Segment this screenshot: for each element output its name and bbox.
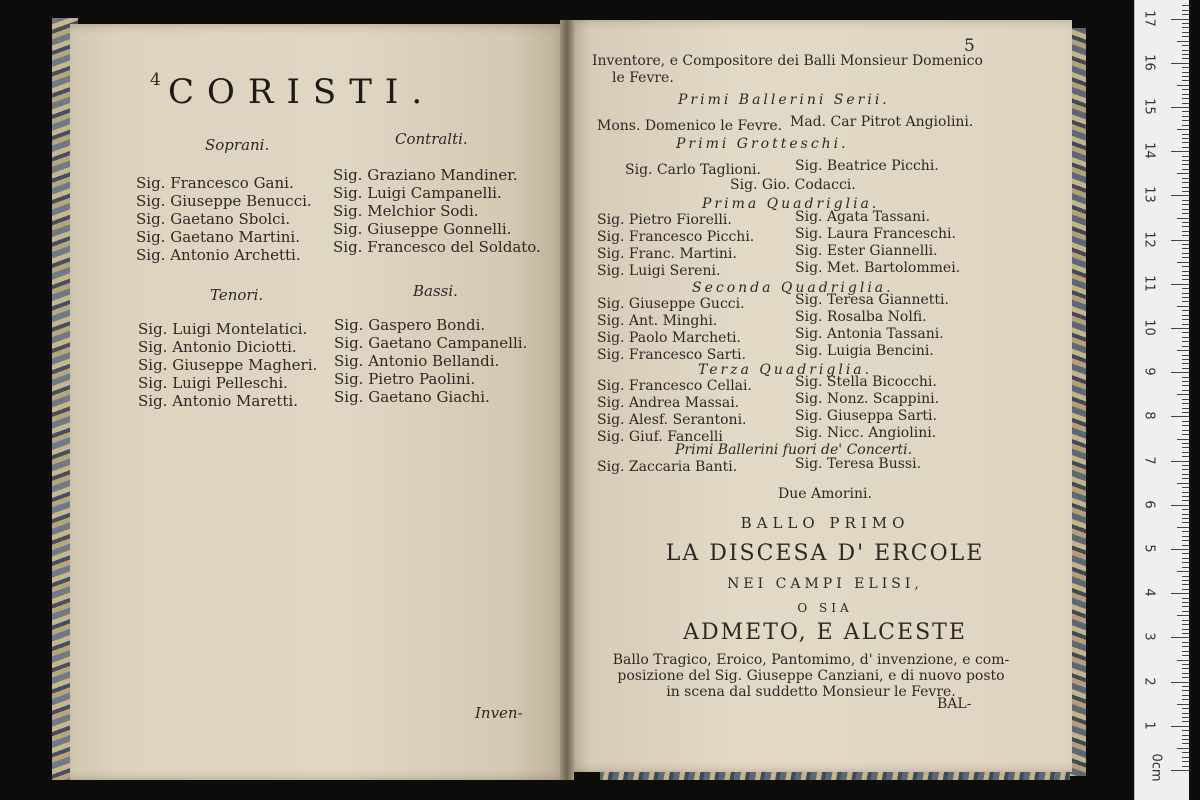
ruler-tick bbox=[1182, 708, 1189, 709]
list-item: Sig. Giuseppe Gonnelli. bbox=[333, 220, 512, 238]
ruler-tick bbox=[1182, 624, 1189, 625]
ruler-tick bbox=[1182, 553, 1189, 554]
ruler-tick bbox=[1182, 169, 1189, 170]
ruler-tick bbox=[1182, 761, 1189, 762]
list-item: Sig. Beatrice Picchi. bbox=[795, 158, 939, 174]
ruler-tick bbox=[1182, 598, 1189, 599]
ruler-tick bbox=[1182, 651, 1189, 652]
ruler-tick bbox=[1182, 222, 1189, 223]
ruler-tick bbox=[1182, 629, 1189, 630]
list-item: Sig. Gaetano Sbolci. bbox=[136, 210, 291, 228]
ruler-tick bbox=[1182, 67, 1189, 68]
ruler-tick bbox=[1182, 576, 1189, 577]
description-line: Ballo Tragico, Eroico, Pantomimo, d' invenzione, e com- bbox=[612, 652, 1010, 668]
name-list bbox=[597, 212, 754, 280]
ruler-tick bbox=[1182, 646, 1189, 647]
ruler-tick bbox=[1182, 164, 1189, 165]
ruler-label: 6 bbox=[1141, 500, 1157, 509]
list-item: Sig. Gaspero Bondi. bbox=[334, 316, 486, 334]
ruler-tick bbox=[1182, 32, 1189, 33]
ruler-tick bbox=[1177, 262, 1189, 263]
name-list bbox=[795, 292, 949, 360]
ballo-primo: BALLO PRIMO bbox=[740, 514, 910, 532]
list-item: Sig. Antonio Maretti. bbox=[138, 392, 298, 410]
list-item: Sig. Gio. Codacci. bbox=[730, 177, 856, 193]
ruler-tick bbox=[1182, 713, 1189, 714]
list-item: Sig. Gaetano Campanelli. bbox=[334, 334, 528, 352]
ruler-tick bbox=[1182, 695, 1189, 696]
ruler-tick bbox=[1182, 297, 1189, 298]
show-subtitle: NEI CAMPI ELISI, bbox=[727, 576, 923, 592]
ruler-tick bbox=[1182, 752, 1189, 753]
ruler-tick bbox=[1177, 350, 1189, 351]
intro-line: le Fevre. bbox=[612, 70, 674, 86]
ruler-tick bbox=[1182, 138, 1189, 139]
ruler-tick bbox=[1171, 770, 1189, 771]
ruler-tick bbox=[1182, 324, 1189, 325]
name-list bbox=[333, 166, 541, 256]
ruler-tick bbox=[1182, 76, 1189, 77]
ruler-tick bbox=[1182, 655, 1189, 656]
list-item: Sig. Antonio Diciotti. bbox=[138, 338, 297, 356]
ruler-tick bbox=[1182, 231, 1189, 232]
ruler-tick bbox=[1182, 496, 1189, 497]
list-item: Sig. Zaccaria Banti. bbox=[597, 459, 738, 475]
ruler-tick bbox=[1171, 151, 1189, 152]
ruler-tick bbox=[1182, 332, 1189, 333]
ruler-tick bbox=[1177, 85, 1189, 86]
list-item: Sig. Ant. Minghi. bbox=[597, 313, 718, 329]
ruler-tick bbox=[1182, 346, 1189, 347]
list-item: Sig. Francesco Picchi. bbox=[597, 229, 755, 245]
ruler-tick bbox=[1182, 739, 1189, 740]
list-item: Sig. Met. Bartolommei. bbox=[795, 260, 961, 276]
ruler-tick bbox=[1182, 54, 1189, 55]
list-item: Sig. Giuseppe Magheri. bbox=[138, 356, 318, 374]
ruler-tick bbox=[1182, 633, 1189, 634]
ruler-tick bbox=[1182, 14, 1189, 15]
list-item: Sig. Gaetano Martini. bbox=[136, 228, 300, 246]
ruler-tick bbox=[1171, 107, 1189, 108]
ruler-tick bbox=[1182, 200, 1189, 201]
ruler-tick bbox=[1182, 757, 1189, 758]
ruler-tick bbox=[1182, 279, 1189, 280]
list-item: Sig. Antonio Archetti. bbox=[136, 246, 301, 264]
ruler-tick bbox=[1182, 120, 1189, 121]
ruler-tick bbox=[1182, 271, 1189, 272]
ruler-label: 15 bbox=[1141, 98, 1157, 115]
ruler-label: 3 bbox=[1141, 632, 1157, 642]
ruler-tick bbox=[1182, 558, 1189, 559]
ruler-tick bbox=[1182, 500, 1189, 501]
ruler-tick bbox=[1182, 156, 1189, 157]
ruler-tick bbox=[1182, 730, 1189, 731]
ruler-tick bbox=[1182, 690, 1189, 691]
ruler-tick bbox=[1171, 284, 1189, 285]
list-item: Mons. Domenico le Fevre. bbox=[597, 118, 783, 134]
description-line: posizione del Sig. Giuseppe Canziani, e di nuovo posto bbox=[617, 668, 1005, 684]
ruler-tick bbox=[1182, 134, 1189, 135]
ruler-tick bbox=[1182, 735, 1189, 736]
ruler-tick bbox=[1182, 456, 1189, 457]
list-item: Sig. Francesco del Soldato. bbox=[333, 238, 541, 256]
ruler-tick bbox=[1182, 518, 1189, 519]
ruler-label: 2 bbox=[1141, 676, 1157, 686]
ruler-tick bbox=[1182, 390, 1189, 391]
page-number-left: 4 bbox=[150, 70, 161, 90]
show-alt-title: ADMETO, E ALCESTE bbox=[683, 620, 967, 645]
ruler-tick bbox=[1182, 72, 1189, 73]
ruler-tick bbox=[1182, 447, 1189, 448]
ruler-tick bbox=[1182, 403, 1189, 404]
ruler-tick bbox=[1177, 571, 1189, 572]
catchword: Inven- bbox=[475, 704, 523, 722]
ruler-tick bbox=[1182, 116, 1189, 117]
ruler-tick bbox=[1182, 310, 1189, 311]
ruler-label: 5 bbox=[1141, 544, 1157, 553]
name-list bbox=[597, 296, 746, 364]
list-item: Sig. Luigi Campanelli. bbox=[333, 184, 502, 202]
ruler-tick bbox=[1182, 288, 1189, 289]
osia: O SIA bbox=[797, 601, 853, 615]
ruler-tick bbox=[1182, 540, 1189, 541]
list-item: Sig. Giuseppe Benucci. bbox=[136, 192, 312, 210]
section-heading: Primi Ballerini fuori de' Concerti. bbox=[675, 442, 913, 458]
list-item: Sig. Agata Tassani. bbox=[795, 209, 931, 225]
list-item: Sig. Stella Bicocchi. bbox=[795, 374, 937, 390]
ruler-tick bbox=[1182, 434, 1189, 435]
ruler-tick bbox=[1182, 425, 1189, 426]
ruler-tick bbox=[1171, 505, 1189, 506]
ruler-tick bbox=[1171, 726, 1189, 727]
ruler-tick bbox=[1177, 615, 1189, 616]
column-heading: Contralti. bbox=[395, 130, 468, 148]
ruler-tick bbox=[1182, 204, 1189, 205]
list-item: Sig. Nicc. Angiolini. bbox=[795, 425, 937, 441]
ruler-tick bbox=[1182, 399, 1189, 400]
ruler-tick bbox=[1182, 182, 1189, 183]
ruler-tick bbox=[1182, 717, 1189, 718]
book-gutter bbox=[560, 20, 574, 780]
list-item: Sig. Melchior Sodi. bbox=[333, 202, 479, 220]
column-heading: Soprani. bbox=[205, 136, 270, 154]
ruler-tick bbox=[1182, 611, 1189, 612]
ruler-label: 11 bbox=[1141, 275, 1157, 292]
section-heading: Prima Quadriglia. bbox=[702, 196, 880, 212]
ruler-tick bbox=[1171, 328, 1189, 329]
ruler-tick bbox=[1182, 341, 1189, 342]
ruler-tick bbox=[1177, 483, 1189, 484]
ruler-tick bbox=[1182, 522, 1189, 523]
ruler-label: 1 bbox=[1141, 721, 1157, 730]
ruler-tick bbox=[1182, 492, 1189, 493]
ruler-tick bbox=[1177, 41, 1189, 42]
section-heading: Terza Quadriglia. bbox=[698, 362, 873, 378]
ruler-tick bbox=[1182, 531, 1189, 532]
ruler-tick bbox=[1182, 248, 1189, 249]
ruler-tick bbox=[1182, 514, 1189, 515]
ruler-tick bbox=[1177, 748, 1189, 749]
ruler-tick bbox=[1182, 606, 1189, 607]
ruler-tick bbox=[1171, 682, 1189, 683]
name-list bbox=[138, 320, 317, 410]
ruler-tick bbox=[1182, 580, 1189, 581]
ruler-tick bbox=[1182, 257, 1189, 258]
list-item: Sig. Giuseppe Gucci. bbox=[597, 296, 745, 312]
show-title: LA DISCESA D' ERCOLE bbox=[665, 541, 985, 566]
ruler-tick bbox=[1182, 567, 1189, 568]
ruler-tick bbox=[1182, 235, 1189, 236]
ruler-label: 13 bbox=[1141, 186, 1157, 204]
list-item: Sig. Gaetano Giachi. bbox=[334, 388, 490, 406]
ruler-tick bbox=[1182, 377, 1189, 378]
ruler-tick bbox=[1182, 766, 1189, 767]
intro-line: Inventore, e Compositore dei Balli Monsieur Domenico bbox=[592, 53, 983, 69]
ruler-tick bbox=[1171, 19, 1189, 20]
ruler-label: 9 bbox=[1141, 367, 1157, 376]
ruler-label: 8 bbox=[1141, 411, 1157, 421]
ruler-tick bbox=[1182, 266, 1189, 267]
list-item: Sig. Teresa Bussi. bbox=[795, 456, 922, 472]
name-list bbox=[795, 374, 939, 442]
list-item: Sig. Luigi Montelatici. bbox=[138, 320, 308, 338]
ruler-tick bbox=[1177, 394, 1189, 395]
ruler-tick bbox=[1182, 319, 1189, 320]
ruler-tick bbox=[1182, 27, 1189, 28]
ruler-tick bbox=[1182, 408, 1189, 409]
ruler-tick bbox=[1171, 195, 1189, 196]
list-item: Sig. Paolo Marcheti. bbox=[597, 330, 741, 346]
ruler-tick bbox=[1182, 465, 1189, 466]
ruler-tick bbox=[1182, 363, 1189, 364]
ruler-tick bbox=[1182, 315, 1189, 316]
show-description bbox=[596, 652, 1026, 700]
ruler-unit-label: 0cm bbox=[1148, 753, 1164, 782]
name-list bbox=[597, 378, 752, 446]
ruler-tick bbox=[1182, 178, 1189, 179]
ruler-tick bbox=[1171, 593, 1189, 594]
ruler-tick bbox=[1182, 98, 1189, 99]
name-list bbox=[334, 316, 527, 406]
ruler-tick bbox=[1182, 293, 1189, 294]
ruler-tick bbox=[1177, 173, 1189, 174]
ruler-tick bbox=[1182, 443, 1189, 444]
ruler-tick bbox=[1177, 527, 1189, 528]
ruler-label: 7 bbox=[1141, 455, 1157, 465]
ruler-label: 10 bbox=[1141, 319, 1157, 336]
ruler-tick bbox=[1177, 704, 1189, 705]
ruler-label: 14 bbox=[1141, 142, 1157, 159]
list-item: Sig. Pietro Fiorelli. bbox=[597, 212, 732, 228]
ruler-tick bbox=[1182, 487, 1189, 488]
ruler-tick bbox=[1171, 461, 1189, 462]
ruler-tick bbox=[1182, 562, 1189, 563]
ruler-label: 12 bbox=[1141, 230, 1157, 248]
list-item: Sig. Franc. Martini. bbox=[597, 246, 737, 262]
ruler-tick bbox=[1182, 160, 1189, 161]
list-item: Sig. Alesf. Serantoni. bbox=[597, 412, 747, 428]
ruler-tick bbox=[1182, 275, 1189, 276]
column-heading: Bassi. bbox=[413, 282, 458, 300]
ruler-tick bbox=[1182, 213, 1189, 214]
ruler-tick bbox=[1182, 668, 1189, 669]
list-item: Sig. Pietro Paolini. bbox=[334, 370, 476, 388]
ruler-tick bbox=[1182, 50, 1189, 51]
list-item: Sig. Antonio Bellandi. bbox=[334, 352, 500, 370]
ruler-tick bbox=[1182, 89, 1189, 90]
catchword: BAL- bbox=[937, 696, 972, 712]
list-item: Mad. Car Pitrot Angiolini. bbox=[790, 114, 974, 130]
page-number-right: 5 bbox=[964, 36, 975, 56]
ruler-tick bbox=[1182, 536, 1189, 537]
ruler-tick bbox=[1182, 23, 1189, 24]
measurement-ruler bbox=[1134, 0, 1189, 800]
list-item: Sig. Andrea Massai. bbox=[597, 395, 740, 411]
ruler-tick bbox=[1182, 125, 1189, 126]
ruler-tick bbox=[1171, 372, 1189, 373]
ruler-tick bbox=[1182, 642, 1189, 643]
ruler-label: 17 bbox=[1141, 9, 1157, 27]
ruler-tick bbox=[1171, 549, 1189, 550]
ruler-tick bbox=[1182, 686, 1189, 687]
column-heading: Tenori. bbox=[210, 286, 264, 304]
ruler-label: 16 bbox=[1141, 54, 1157, 71]
ruler-tick bbox=[1182, 301, 1189, 302]
ruler-tick bbox=[1182, 209, 1189, 210]
name-list bbox=[136, 174, 312, 264]
ruler-tick bbox=[1182, 111, 1189, 112]
ruler-tick bbox=[1182, 337, 1189, 338]
list-item: Sig. Rosalba Nolfi. bbox=[795, 309, 927, 325]
ruler-tick bbox=[1182, 359, 1189, 360]
list-item: Sig. Francesco Sarti. bbox=[597, 347, 746, 363]
ruler-tick bbox=[1182, 620, 1189, 621]
ruler-tick bbox=[1182, 244, 1189, 245]
ruler-tick bbox=[1182, 509, 1189, 510]
ruler-tick bbox=[1177, 129, 1189, 130]
ruler-tick bbox=[1182, 478, 1189, 479]
ruler-tick bbox=[1182, 355, 1189, 356]
ruler-tick bbox=[1171, 63, 1189, 64]
ruler-tick bbox=[1182, 673, 1189, 674]
section-heading: Primi Grotteschi. bbox=[676, 136, 849, 152]
ruler-tick bbox=[1182, 187, 1189, 188]
ruler-tick bbox=[1182, 80, 1189, 81]
list-item: Sig. Luigi Sereni. bbox=[597, 263, 721, 279]
list-item: Sig. Teresa Giannetti. bbox=[795, 292, 949, 308]
list-item: Sig. Graziano Mandiner. bbox=[333, 166, 518, 184]
description-line: in scena dal suddetto Monsieur le Fevre. bbox=[666, 684, 956, 700]
ruler-tick bbox=[1182, 253, 1189, 254]
ruler-tick bbox=[1182, 10, 1189, 11]
list-item: Sig. Giuf. Fancelli bbox=[597, 429, 723, 445]
ruler-tick bbox=[1182, 142, 1189, 143]
ruler-tick bbox=[1182, 226, 1189, 227]
ruler-tick bbox=[1171, 416, 1189, 417]
ruler-tick bbox=[1182, 147, 1189, 148]
ruler-tick bbox=[1182, 584, 1189, 585]
list-item: Sig. Nonz. Scappini. bbox=[795, 391, 940, 407]
name-list bbox=[795, 209, 960, 277]
list-item: Sig. Giuseppa Sarti. bbox=[795, 408, 937, 424]
ruler-tick bbox=[1182, 368, 1189, 369]
list-item: Sig. Antonia Tassani. bbox=[795, 326, 944, 342]
ruler-tick bbox=[1182, 421, 1189, 422]
ruler-tick bbox=[1182, 545, 1189, 546]
ruler-tick bbox=[1177, 306, 1189, 307]
ruler-tick bbox=[1171, 637, 1189, 638]
list-item: Sig. Laura Franceschi. bbox=[795, 226, 956, 242]
ruler-tick bbox=[1182, 103, 1189, 104]
ruler-tick bbox=[1182, 469, 1189, 470]
page-title: CORISTI. bbox=[168, 72, 436, 112]
ruler-tick bbox=[1182, 743, 1189, 744]
ruler-tick bbox=[1182, 602, 1189, 603]
list-item: Sig. Francesco Gani. bbox=[136, 174, 294, 192]
ruler-tick bbox=[1177, 439, 1189, 440]
ruler-label: 4 bbox=[1141, 588, 1157, 597]
ruler-tick bbox=[1182, 385, 1189, 386]
ruler-tick bbox=[1182, 677, 1189, 678]
ruler-tick bbox=[1182, 452, 1189, 453]
ruler-tick bbox=[1182, 430, 1189, 431]
ruler-tick bbox=[1182, 58, 1189, 59]
ruler-tick bbox=[1177, 218, 1189, 219]
section-heading: Seconda Quadriglia. bbox=[692, 280, 894, 296]
ruler-tick bbox=[1182, 5, 1189, 6]
ruler-tick bbox=[1182, 699, 1189, 700]
section-heading: Primi Ballerini Serii. bbox=[678, 92, 890, 108]
ruler-tick bbox=[1182, 36, 1189, 37]
ruler-tick bbox=[1182, 412, 1189, 413]
ruler-tick bbox=[1182, 45, 1189, 46]
list-item: Sig. Carlo Taglioni. bbox=[625, 162, 761, 178]
list-item: Sig. Luigi Pelleschi. bbox=[138, 374, 288, 392]
ruler-tick bbox=[1182, 94, 1189, 95]
amorini-line: Due Amorini. bbox=[778, 486, 872, 502]
ruler-tick bbox=[1182, 191, 1189, 192]
list-item: Sig. Ester Giannelli. bbox=[795, 243, 938, 259]
ruler-tick bbox=[1182, 589, 1189, 590]
ruler-tick bbox=[1182, 721, 1189, 722]
ruler-tick bbox=[1182, 381, 1189, 382]
ruler-tick bbox=[1177, 660, 1189, 661]
ruler-tick bbox=[1171, 240, 1189, 241]
list-item: Sig. Luigia Bencini. bbox=[795, 343, 934, 359]
ruler-tick bbox=[1182, 474, 1189, 475]
ruler-tick bbox=[1182, 664, 1189, 665]
list-item: Sig. Francesco Cellai. bbox=[597, 378, 752, 394]
